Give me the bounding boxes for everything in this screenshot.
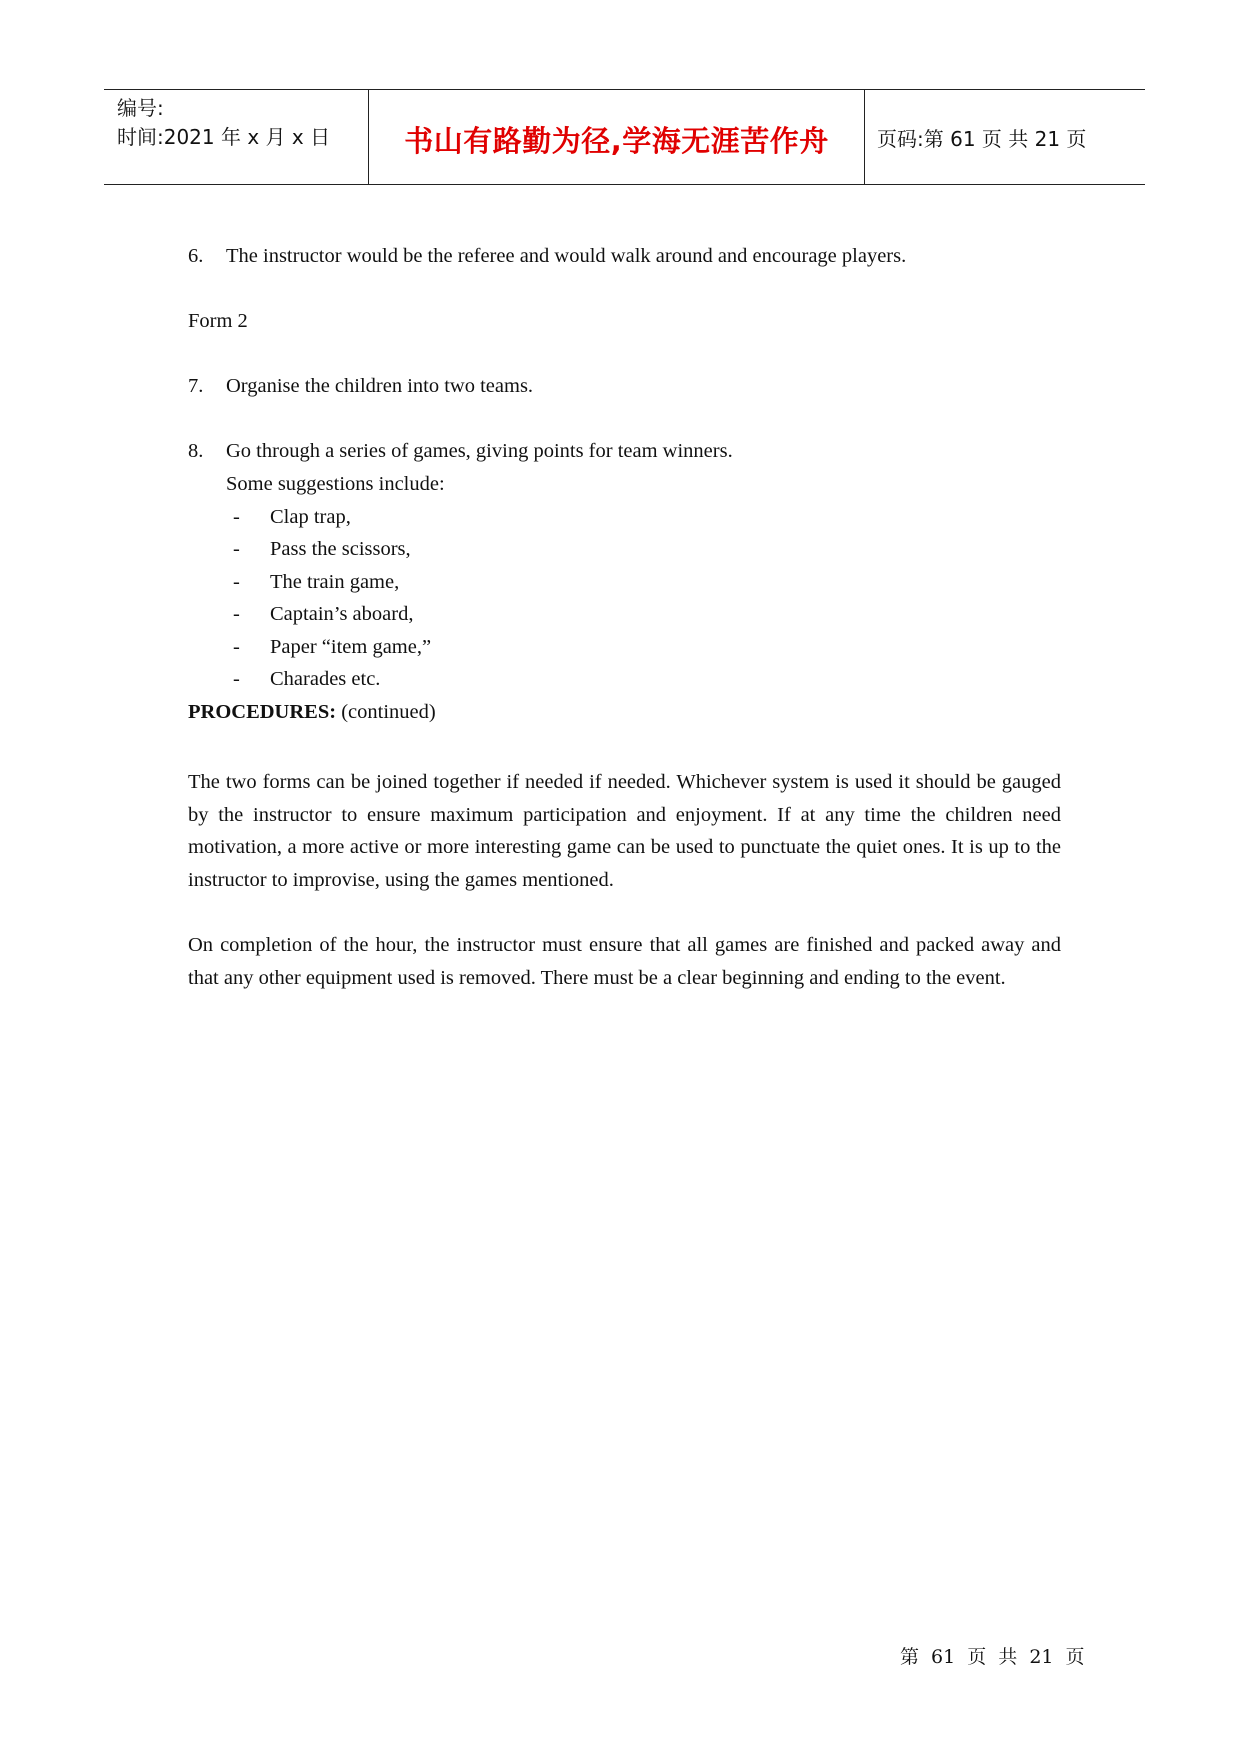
header-left-cell (104, 90, 369, 184)
suggestion-text: Paper “item game,” (270, 636, 432, 658)
dash-bullet: - (233, 603, 240, 625)
suggestion-text: Pass the scissors, (270, 538, 411, 560)
dash-bullet: - (233, 506, 240, 528)
procedures-note: (continued) (341, 701, 436, 723)
list-number: 7. (188, 375, 204, 397)
procedures-paragraph-2: On completion of the hour, the instructor must ensure that all games are finished and packed away and that any other equipment used is removed. There must be a clear beginning and ending to the event. (188, 934, 1061, 989)
page-footer: 第 61 页 共 21 页 (900, 1646, 1085, 1668)
procedures-paragraph-1: The two forms can be joined together if needed if needed. Whichever system is used it should be gauged by the instructor to ensure maximum participation and enjoyment. If at any time the children need motivation, a more active or more interesting game can be used to punctuate the quiet ones. It is up to the instructor to improvise, using the games mentioned. (188, 771, 1061, 892)
suggestion-text: Captain’s aboard, (270, 603, 414, 625)
list-number: 8. (188, 440, 204, 462)
suggestion-text: Clap trap, (270, 506, 351, 528)
header-motto: 书山有路勤为径,学海无涯苦作舟 (404, 124, 829, 158)
list-text: The instructor would be the referee and would walk around and encourage players. (226, 245, 907, 267)
list-number: 6. (188, 245, 204, 267)
procedures-heading (188, 701, 436, 724)
header-page-label: 页码:第 61 页 共 21 页 (877, 127, 1087, 151)
dash-bullet: - (233, 571, 240, 593)
header-center-cell (369, 90, 865, 184)
document-number-label: 编号: (117, 96, 164, 120)
suggestion-text: The train game, (270, 571, 400, 593)
header-table (104, 89, 1145, 185)
list-text: Organise the children into two teams. (226, 375, 534, 397)
header-right-cell (865, 90, 1145, 184)
dash-bullet: - (233, 668, 240, 690)
list-text: Go through a series of games, giving points for team winners. (226, 440, 733, 462)
list-text: Some suggestions include: (226, 473, 445, 495)
form-2-heading: Form 2 (188, 310, 248, 332)
procedures-title: PROCEDURES: (188, 701, 337, 723)
dash-bullet: - (233, 538, 240, 560)
document-time-label: 时间:2021 年 x 月 x 日 (117, 125, 331, 149)
suggestion-text: Charades etc. (270, 668, 381, 690)
dash-bullet: - (233, 636, 240, 658)
